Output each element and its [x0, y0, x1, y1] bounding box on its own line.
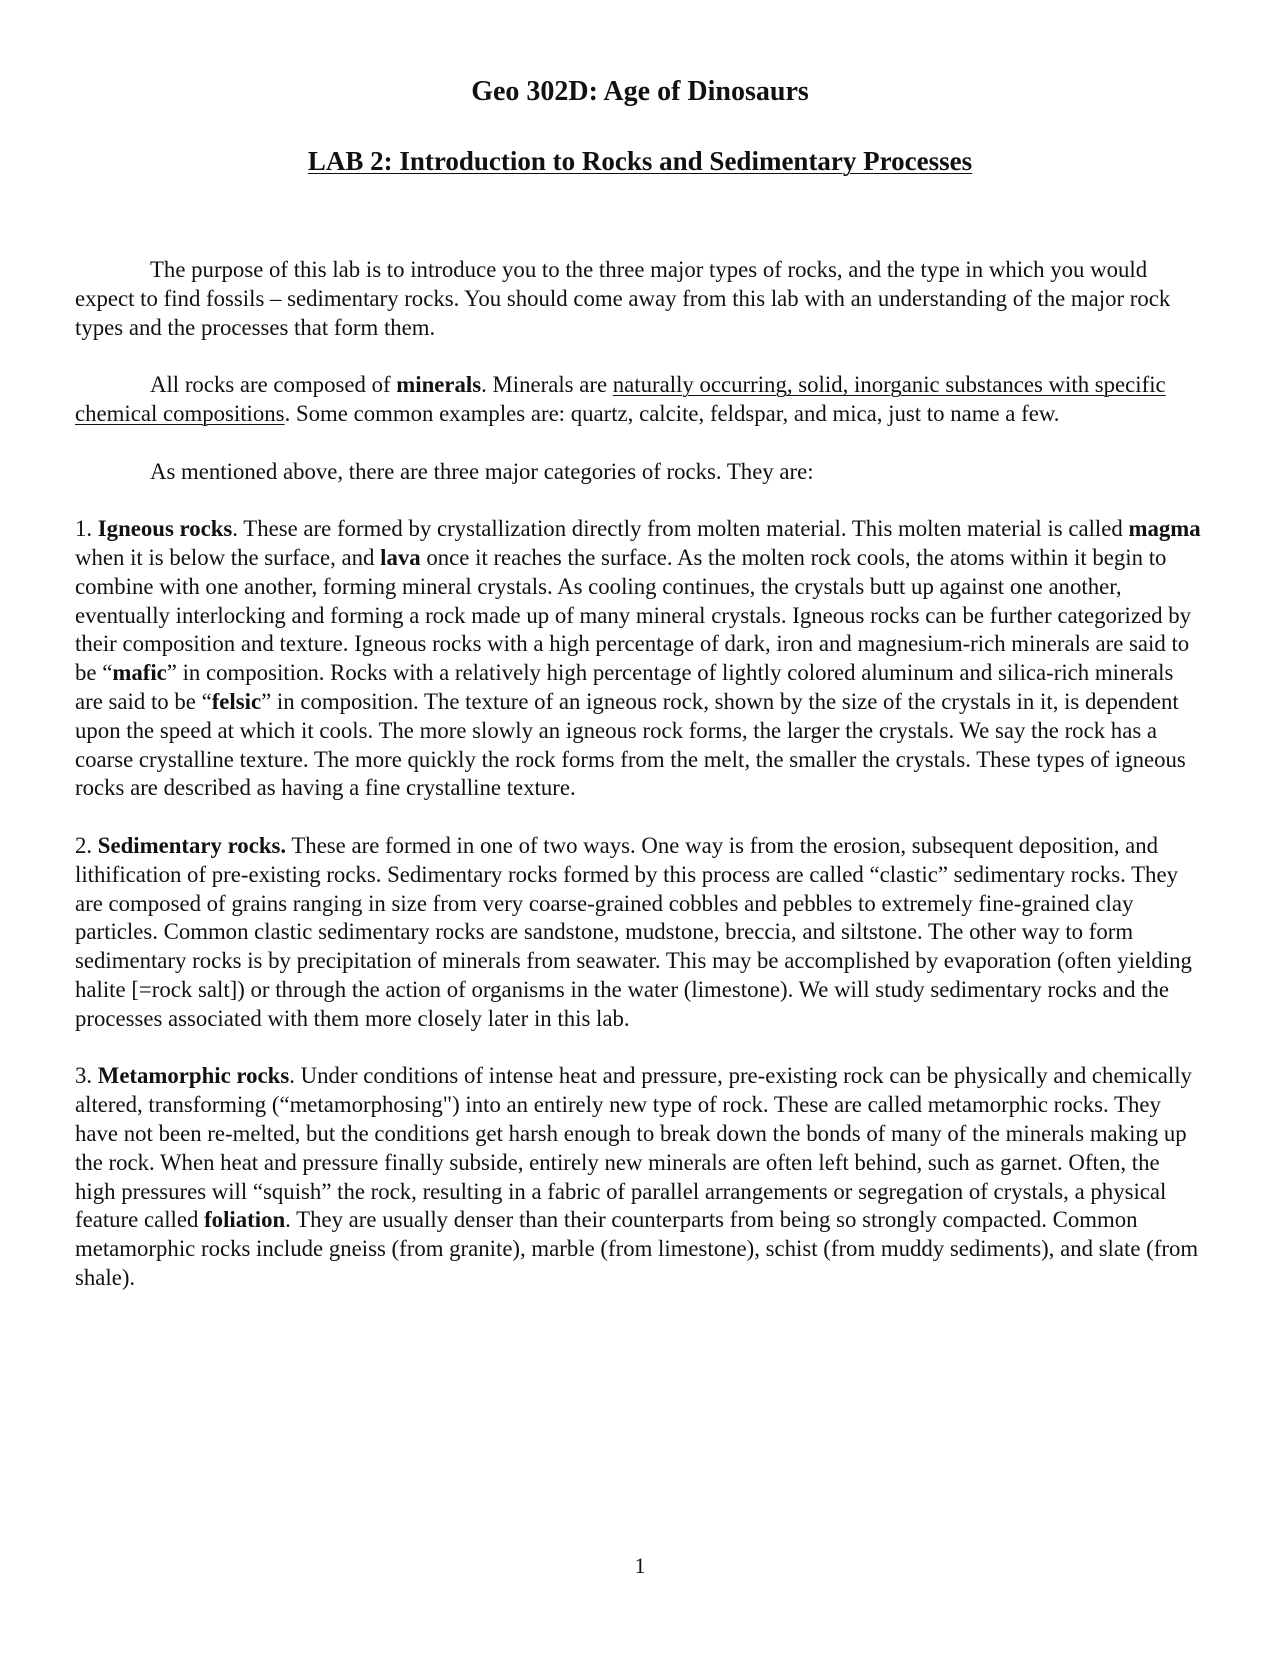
- igneous-text-2: when it is below the surface, and: [75, 544, 381, 570]
- mineral-definition: naturally occurring, solid, inorganic substances with specific chemical compositions: [75, 372, 1166, 426]
- igneous-text-1: . These are formed by crystallization directly from molten material. This molten material is called: [232, 516, 1129, 542]
- sedimentary-paragraph: [75, 832, 1205, 1034]
- igneous-text-4: ” in composition. Rocks with a relatively high percentage of lightly colored aluminum and silica-rich minerals are said to be “: [75, 660, 1174, 714]
- term-mafic: mafic: [112, 660, 167, 686]
- categories-intro-paragraph: [75, 458, 1205, 487]
- categories-intro-text: As mentioned above, there are three major categories of rocks. They are:: [150, 458, 814, 484]
- minerals-text-1: All rocks are composed of: [150, 372, 397, 398]
- document-title: Geo 302D: Age of Dinosaurs: [471, 76, 809, 107]
- igneous-paragraph: [75, 515, 1205, 803]
- term-foliation: foliation: [204, 1207, 286, 1233]
- igneous-text-5: ” in composition. The texture of an igneous rock, shown by the size of the crystals in it, is dependent upon the speed at which it cools. The more slowly an igneous rock forms, the larger the crystals. We say the rock has a coarse crystalline texture. The more quickly the rock forms from the melt, the smaller the crystals. These types of igneous rocks are described as having a fine crystalline texture.: [75, 688, 1186, 801]
- lab-subtitle: [0, 144, 1280, 178]
- igneous-heading: Igneous rocks: [97, 516, 233, 542]
- metamorphic-heading: Metamorphic rocks: [97, 1063, 290, 1089]
- minerals-text-3: . Some common examples are: quartz, calcite, feldspar, and mica, just to name a few.: [284, 400, 1060, 426]
- sedimentary-number: 2.: [75, 832, 98, 858]
- metamorphic-number: 3.: [75, 1063, 98, 1089]
- term-minerals: minerals: [396, 372, 482, 398]
- igneous-text-3: once it reaches the surface. As the molten rock cools, the atoms within it begin to combine with one another, forming mineral crystals. As cooling continues, the crystals butt up against one another, eventually interlocking and forming a rock made up of many mineral crystals. Igneous rocks can be further categorized by their composition and texture. Igneous rocks with a high percentage of dark, iron and magnesium-rich minerals are said to be “: [75, 544, 1192, 686]
- intro-paragraph: [75, 256, 1205, 342]
- term-lava: lava: [380, 544, 421, 570]
- sedimentary-heading: Sedimentary rocks.: [97, 832, 287, 858]
- lab-subtitle-text: LAB 2: Introduction to Rocks and Sedimentary Processes: [307, 146, 973, 176]
- document-body: [75, 256, 1205, 1321]
- term-magma: magma: [1128, 516, 1201, 542]
- minerals-text-2: . Minerals are: [481, 372, 613, 398]
- intro-text: The purpose of this lab is to introduce you to the three major types of rocks, and the type in which you would expect to find fossils – sedimentary rocks. You should come away from this lab with an understanding of the major rock types and the processes that form them.: [75, 257, 1171, 340]
- metamorphic-text-2: . They are usually denser than their counterparts from being so strongly compacted. Common metamorphic rocks include gneiss (from granite), marble (from limestone), schist (from muddy sediments), and slate (from shale).: [75, 1207, 1199, 1290]
- minerals-paragraph: [75, 371, 1205, 429]
- term-felsic: felsic: [211, 688, 262, 714]
- metamorphic-paragraph: [75, 1062, 1205, 1292]
- igneous-number: 1.: [75, 516, 98, 542]
- page-number: 1: [634, 1553, 646, 1578]
- metamorphic-text-1: . Under conditions of intense heat and pressure, pre-existing rock can be physically and chemically altered, transforming (“metamorphosing") into an entirely new type of rock. These are called metamorphic rocks. They have not been re-melted, but the conditions get harsh enough to break down the bonds of many of the minerals making up the rock. When heat and pressure finally subside, entirely new minerals are often left behind, such as garnet. Often, the high pressures will “squish” the rock, resulting in a fabric of parallel arrangements or segregation of crystals, a physical feature called: [75, 1063, 1192, 1233]
- sedimentary-text-1: These are formed in one of two ways. One way is from the erosion, subsequent deposition, and lithification of pre-existing rocks. Sedimentary rocks formed by this process are called “clastic” sedimentary rocks. They are composed of grains ranging in size from very coarse-grained cobbles and pebbles to extremely fine-grained clay particles. Common clastic sedimentary rocks are sandstone, mudstone, breccia, and siltstone. The other way to form sedimentary rocks is by precipitation of minerals from seawater. This may be accomplished by evaporation (often yielding halite [=rock salt]) or through the action of organisms in the water (limestone). We will study sedimentary rocks and the processes associated with them more closely later in this lab.: [75, 832, 1192, 1031]
